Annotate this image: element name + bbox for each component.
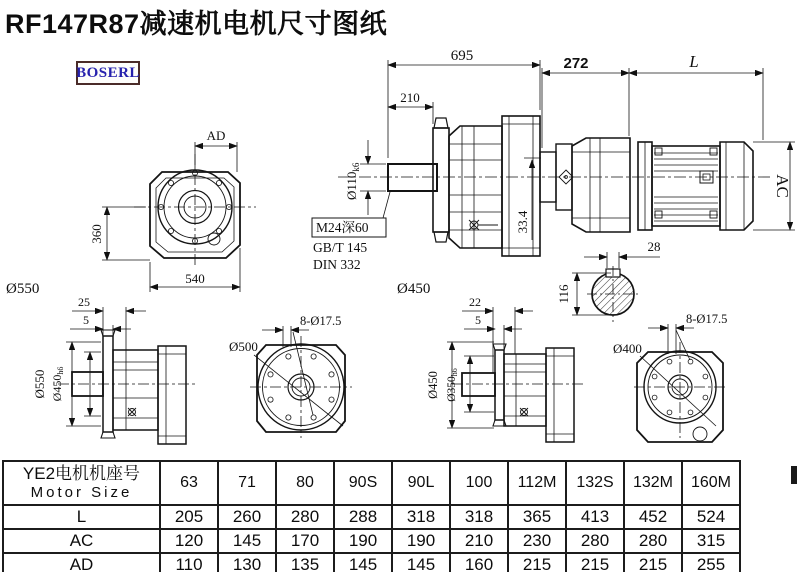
front-view [6,128,256,297]
table-cell: 452 [624,505,682,529]
table-cell: 130 [218,553,276,572]
table-cell: 190 [334,529,392,553]
header-en: Motor Size [30,484,133,501]
dim-400-label: Ø400 [613,341,642,356]
dim-od550-label: Ø550 [32,369,47,399]
spigot-dia-b3: Ø350 [446,376,458,402]
table-header-cell: 132M [624,461,682,505]
scrollbar-fragment[interactable] [791,466,797,484]
dim-5b-label: 5 [475,313,481,327]
table-header-cell: 90L [392,461,450,505]
shaft-tol: k6 [351,162,361,172]
table-cell: 524 [682,505,740,529]
table-header-motor-size [3,461,160,505]
dim-334-label: 33.4 [515,210,530,234]
table-header-cell: 100 [450,461,508,505]
dim-spigot450-label [50,367,65,402]
dim-holes-b2-label: 8-Ø17.5 [300,314,342,328]
table-header-cell: 90S [334,461,392,505]
motor-view [540,52,795,322]
dim-500-label: Ø500 [229,339,258,354]
dim-shaft-dia-label [344,162,361,200]
row-label: L [3,505,160,529]
table-cell: 318 [392,505,450,529]
table-cell: 205 [160,505,218,529]
dim-holes-b4-label: 8-Ø17.5 [686,312,728,326]
table-cell: 280 [624,529,682,553]
side-dimensions [360,60,541,240]
table-cell: 318 [450,505,508,529]
table-header-cell: 71 [218,461,276,505]
dim-spigot350-label [446,368,459,402]
table-cell: 170 [276,529,334,553]
table-header-cell: 112M [508,461,566,505]
table-cell: 215 [566,553,624,572]
table-header-cell: 80 [276,461,334,505]
dim-L-label: L [689,52,699,71]
dim-22-label: 22 [469,295,481,309]
table-row-AD [3,553,740,572]
table-cell: 110 [160,553,218,572]
dim-540-label: 540 [185,271,205,286]
dim-116-label: 116 [556,284,571,304]
table-cell: 215 [624,553,682,572]
table-cell: 120 [160,529,218,553]
dim-450-label: Ø450 [397,281,431,297]
dim-5-label: 5 [83,313,89,327]
tap-hole-label: M24深60 [316,220,369,235]
motor-size-table [2,460,741,572]
std-gbt-label: GB/T 145 [313,240,368,255]
dim-272-label: 272 [563,55,589,72]
table-cell: 135 [276,553,334,572]
row-label: AD [3,553,160,572]
table-header-cell: 132S [566,461,624,505]
b4-dimensions [648,324,694,354]
bottom-view-4 [613,312,727,442]
bottom-view-1 [32,295,196,444]
table-row-L [3,505,740,529]
table-header-row [3,461,740,505]
table-cell: 215 [508,553,566,572]
shaft-dia: Ø110 [344,171,359,200]
dim-25-label: 25 [78,295,90,309]
table-cell: 145 [218,529,276,553]
dim-695-label: 695 [450,48,474,64]
table-cell: 260 [218,505,276,529]
std-din-label: DIN 332 [313,257,361,272]
front-dimensions [102,142,240,292]
page-title: RF147R87减速机电机尺寸图纸 [5,9,388,39]
dim-od450-label: Ø450 [426,371,440,399]
shaft-section [556,239,661,322]
table-cell: 145 [392,553,450,572]
dim-AC-label: AC [773,174,792,198]
table-cell: 210 [450,529,508,553]
motor-dimensions [542,68,795,230]
bottom-view-3 [426,295,586,442]
b1-dimensions [66,307,146,426]
table-cell: 145 [334,553,392,572]
row-label: AC [3,529,160,553]
table-cell: 230 [508,529,566,553]
dim-28-label: 28 [647,239,661,254]
bolt-symbol-b3 [520,408,528,416]
table-cell: 160 [450,553,508,572]
header-cn: YE2电机机座号 [22,464,141,483]
table-cell: 288 [334,505,392,529]
dim-210-label: 210 [400,90,420,105]
dim-550-label: Ø550 [6,281,40,297]
brand-logo: BOSERL [76,61,140,85]
spigot-tol-b3: h6 [450,368,459,377]
dim-ad-label: AD [206,128,226,143]
bolt-symbol-b1 [128,408,136,416]
table-cell: 315 [682,529,740,553]
table-header-cell: 160M [682,461,740,505]
b3-dimensions [447,307,533,428]
spigot-tol: h6 [56,366,65,375]
spigot-dia: Ø450 [50,374,64,402]
table-row-AC [3,529,740,553]
table-cell: 365 [508,505,566,529]
table-cell: 413 [566,505,624,529]
technical-drawing [0,40,800,460]
table-header-cell: 63 [160,461,218,505]
bolt-symbol [469,220,498,230]
bottom-view-2 [229,314,352,438]
motor-fins [654,153,718,221]
table-cell: 280 [276,505,334,529]
table-cell: 280 [566,529,624,553]
dim-360-label: 360 [89,224,104,244]
table-cell: 255 [682,553,740,572]
table-cell: 190 [392,529,450,553]
